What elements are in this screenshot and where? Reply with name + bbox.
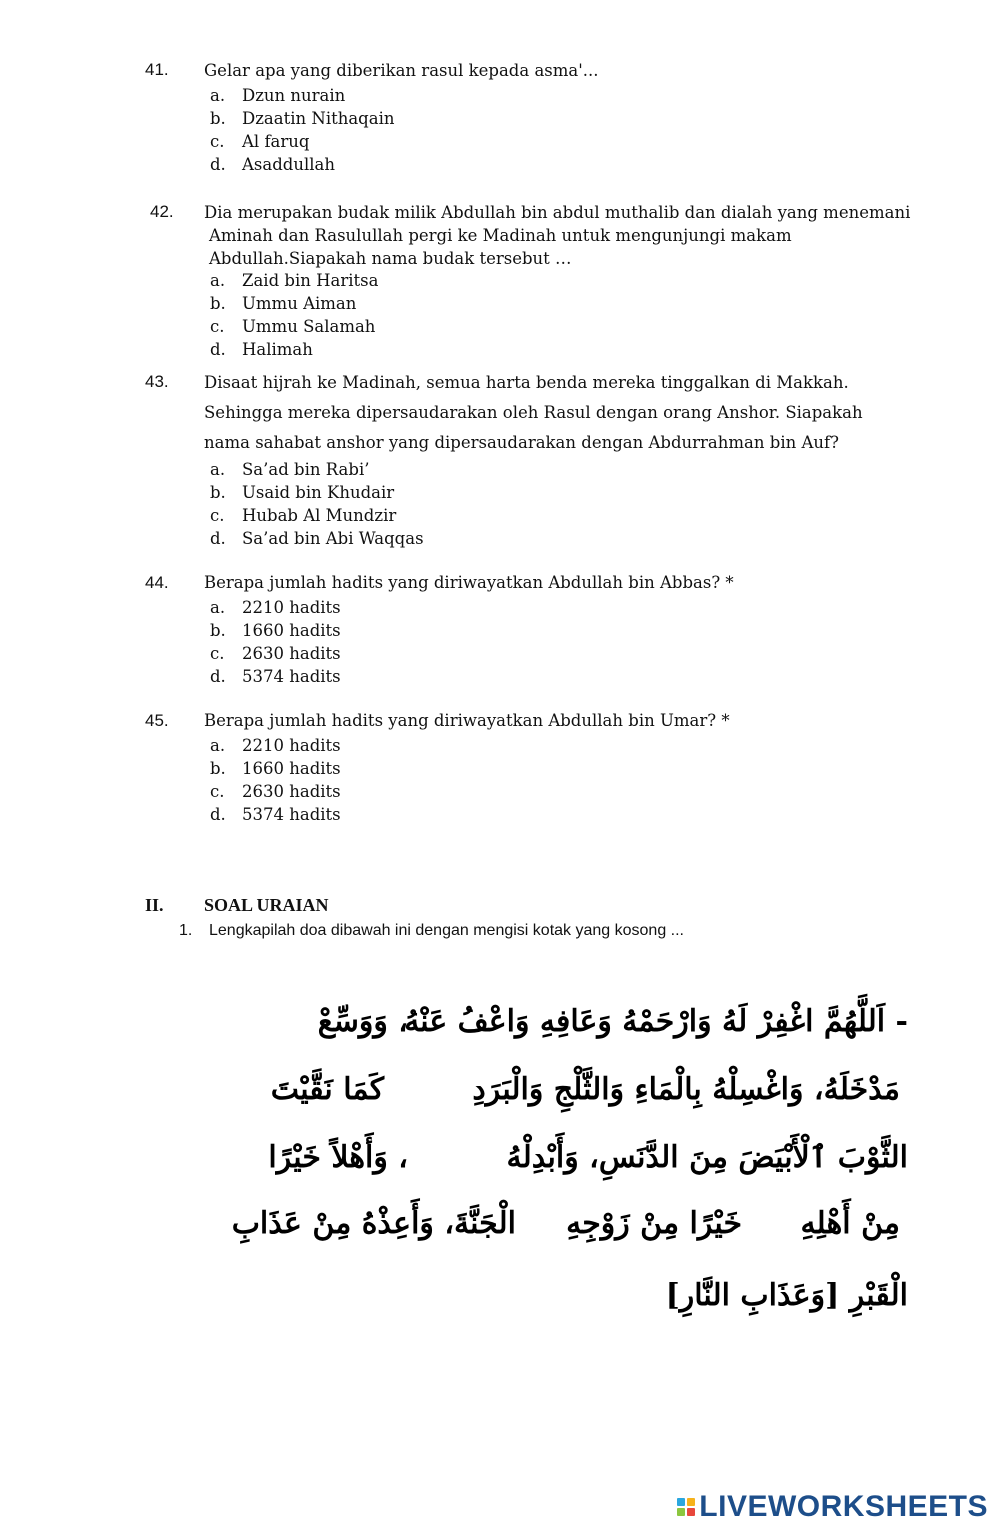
answer-option bbox=[204, 644, 341, 663]
answer-option bbox=[204, 506, 396, 525]
answer-option bbox=[204, 460, 369, 479]
option-letter: b. bbox=[210, 621, 226, 640]
question-number: 41. bbox=[145, 60, 169, 79]
option-letter: b. bbox=[210, 109, 226, 128]
option-letter: c. bbox=[210, 506, 225, 525]
option-letter: a. bbox=[210, 86, 226, 105]
doa-line-1-left: ، وَوَسِّعْ bbox=[317, 1004, 408, 1039]
answer-option bbox=[204, 483, 394, 502]
doa-blank-1[interactable] bbox=[420, 1004, 520, 1044]
question-text: nama sahabat anshor yang dipersaudarakan dengan Abdurrahman bin Auf? bbox=[204, 433, 839, 452]
answer-option bbox=[204, 294, 356, 313]
option-letter: c. bbox=[210, 317, 225, 336]
question-text: Berapa jumlah hadits yang diriwayatkan Abdullah bin Umar? * bbox=[204, 711, 730, 730]
answer-option bbox=[204, 598, 341, 617]
option-letter: b. bbox=[210, 759, 226, 778]
answer-option bbox=[204, 86, 345, 105]
option-text: 2630 hadits bbox=[242, 782, 341, 801]
doa-line-2-left: كَمَا نَقَّيْتَ bbox=[270, 1072, 384, 1107]
option-letter: b. bbox=[210, 483, 226, 502]
option-text: Halimah bbox=[242, 340, 313, 359]
doa-line-4-right: مِنْ أَهْلِهِ bbox=[800, 1206, 900, 1241]
answer-option bbox=[204, 271, 378, 290]
doa-line-2-right: مَدْخَلَهُ، وَاغْسِلْهُ بِالْمَاءِ وَالثَّلْجِ وَالْبَرَدِ bbox=[472, 1072, 900, 1107]
doa-line-1-right: - اَللَّهُمَّ اغْفِرْ لَهُ وَارْحَمْهُ وَعَافِهِ وَاعْفُ عَنْهُ bbox=[404, 1004, 908, 1039]
option-text: Hubab Al Mundzir bbox=[242, 506, 397, 525]
option-text: 1660 hadits bbox=[242, 621, 341, 640]
option-letter: d. bbox=[210, 667, 226, 686]
option-text: 2210 hadits bbox=[242, 598, 341, 617]
option-text: Dzun nurain bbox=[242, 86, 346, 105]
answer-option bbox=[204, 759, 341, 778]
question-text: Gelar apa yang diberikan rasul kepada asma'... bbox=[204, 61, 599, 80]
doa-blank-3[interactable] bbox=[420, 1140, 580, 1180]
question-text: Berapa jumlah hadits yang diriwayatkan Abdullah bin Abbas? * bbox=[204, 573, 734, 592]
question-number: 44. bbox=[145, 573, 169, 592]
option-text: Ummu Salamah bbox=[242, 317, 376, 336]
option-text: 2210 hadits bbox=[242, 736, 341, 755]
option-text: Dzaatin Nithaqain bbox=[242, 109, 395, 128]
option-text: Asaddullah bbox=[242, 155, 335, 174]
option-text: Usaid bin Khudair bbox=[242, 483, 395, 502]
section-title: SOAL URAIAN bbox=[204, 895, 329, 915]
question-text: Aminah dan Rasulullah pergi ke Madinah untuk mengunjungi makam bbox=[209, 226, 792, 245]
option-text: 1660 hadits bbox=[242, 759, 341, 778]
option-text: Sa’ad bin Rabi’ bbox=[242, 460, 370, 479]
answer-option bbox=[204, 667, 341, 686]
answer-option bbox=[204, 782, 341, 801]
doa-line-4-mid: خَيْرًا مِنْ زَوْجِهِ bbox=[566, 1206, 742, 1241]
option-letter: c. bbox=[210, 644, 225, 663]
question-text: Disaat hijrah ke Madinah, semua harta benda mereka tinggalkan di Makkah. bbox=[204, 373, 849, 392]
option-text: Zaid bin Haritsa bbox=[242, 271, 379, 290]
logo-grid-icon bbox=[677, 1498, 695, 1516]
option-text: 5374 hadits bbox=[242, 667, 341, 686]
question-text: Dia merupakan budak milik Abdullah bin abdul muthalib dan dialah yang menemani bbox=[204, 203, 911, 222]
question-number: 42. bbox=[150, 202, 174, 221]
option-text: 2630 hadits bbox=[242, 644, 341, 663]
answer-option bbox=[204, 155, 335, 174]
answer-option bbox=[204, 805, 341, 824]
option-letter: d. bbox=[210, 529, 226, 548]
question-text: Sehingga mereka dipersaudarakan oleh Rasul dengan orang Anshor. Siapakah bbox=[204, 403, 863, 422]
doa-line-3-right: الثَّوْبَ ٱلْأَبْيَضَ مِنَ الدَّنَسِ، وَأَبْدِلْهُ bbox=[506, 1140, 908, 1175]
option-letter: d. bbox=[210, 805, 226, 824]
answer-option bbox=[204, 132, 309, 151]
option-letter: c. bbox=[210, 782, 225, 801]
instruction-number: 1. bbox=[179, 922, 193, 939]
option-letter: d. bbox=[210, 340, 226, 359]
section-number: II. bbox=[145, 895, 164, 915]
option-letter: d. bbox=[210, 155, 226, 174]
doa-line-5: الْقَبْرِ [وَعَذَابِ النَّارِ] bbox=[665, 1278, 908, 1313]
doa-blank-2[interactable] bbox=[392, 1072, 532, 1112]
answer-option bbox=[204, 340, 313, 359]
option-text: Sa’ad bin Abi Waqqas bbox=[242, 529, 424, 548]
doa-blank-5[interactable] bbox=[520, 1206, 600, 1246]
option-text: Ummu Aiman bbox=[242, 294, 357, 313]
doa-line-4-left: الْجَنَّةَ، وَأَعِذْهُ مِنْ عَذَابِ bbox=[231, 1206, 516, 1241]
option-letter: a. bbox=[210, 460, 226, 479]
option-letter: c. bbox=[210, 132, 225, 151]
liveworksheets-logo bbox=[677, 1490, 988, 1524]
option-letter: b. bbox=[210, 294, 226, 313]
question-number: 43. bbox=[145, 372, 169, 391]
option-text: Al faruq bbox=[242, 132, 310, 151]
answer-option bbox=[204, 109, 395, 128]
answer-option bbox=[204, 317, 375, 336]
option-letter: a. bbox=[210, 271, 226, 290]
question-text: Abdullah.Siapakah nama budak tersebut … bbox=[209, 249, 572, 268]
brand-name: LIVEWORKSHEETS bbox=[699, 1490, 988, 1523]
option-letter: a. bbox=[210, 598, 226, 617]
answer-option bbox=[204, 736, 341, 755]
option-text: 5374 hadits bbox=[242, 805, 341, 824]
option-letter: a. bbox=[210, 736, 226, 755]
answer-option bbox=[204, 529, 424, 548]
answer-option bbox=[204, 621, 341, 640]
question-number: 45. bbox=[145, 711, 169, 730]
doa-line-3-left: ، وَأَهْلاً خَيْرًا bbox=[268, 1140, 408, 1175]
doa-blank-4[interactable] bbox=[752, 1206, 802, 1246]
instruction-text: Lengkapilah doa dibawah ini dengan mengisi kotak yang kosong ... bbox=[209, 922, 684, 939]
